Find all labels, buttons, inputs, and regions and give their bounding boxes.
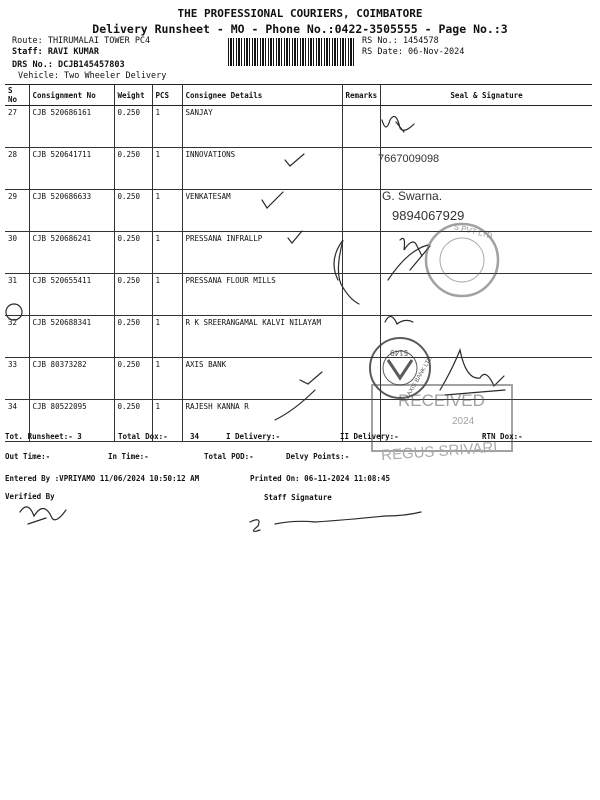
tot-runsheet: Tot. Runsheet:- 3	[5, 432, 82, 441]
verified-signature	[20, 507, 66, 524]
col-pcs: PCS	[152, 85, 182, 106]
row-remarks	[342, 190, 381, 232]
col-sno: S No	[5, 85, 29, 106]
row-weight: 0.250	[114, 316, 152, 358]
col-seal-signature: Seal & Signature	[381, 85, 592, 106]
row-consignment: CJB 80373282	[29, 358, 114, 400]
handwritten-phone-row28: 7667009098	[378, 153, 440, 165]
row-sno: 31	[5, 274, 29, 316]
row-consignment: CJB 520688341	[29, 316, 114, 358]
vehicle-label: Vehicle: Two Wheeler Delivery	[18, 71, 167, 81]
route-label: Route: THIRUMALAI TOWER PC4	[12, 36, 151, 46]
row-pcs: 1	[152, 190, 182, 232]
row-pcs: 1	[152, 232, 182, 274]
svg-text:REGUS SRIVARI: REGUS SRIVARI	[380, 439, 498, 465]
row-pcs: 1	[152, 106, 182, 148]
i-delivery: I Delivery:-	[226, 432, 281, 441]
row-consignment: CJB 80522095	[29, 400, 114, 442]
row-sno: 29	[5, 190, 29, 232]
table-row	[5, 232, 592, 274]
row-consignment: CJB 520655411	[29, 274, 114, 316]
row-weight: 0.250	[114, 190, 152, 232]
row-pcs: 1	[152, 400, 182, 442]
handwritten-name-row29: G. Swarna.	[382, 189, 443, 203]
row-signature	[381, 232, 592, 274]
printed-on: Printed On: 06-11-2024 11:08:45	[250, 474, 390, 483]
table-header-row	[5, 85, 592, 106]
row-signature	[381, 148, 592, 190]
svg-text:2024: 2024	[452, 416, 475, 427]
row-weight: 0.250	[114, 274, 152, 316]
row-remarks	[342, 232, 381, 274]
row-signature	[381, 316, 592, 358]
row-consignee: AXIS BANK	[182, 358, 342, 400]
row-weight: 0.250	[114, 358, 152, 400]
staff-signature-label: Staff Signature	[264, 493, 332, 502]
in-time: In Time:-	[108, 452, 149, 461]
row-pcs: 1	[152, 148, 182, 190]
row-consignee: RAJESH KANNA R	[182, 400, 342, 442]
verified-by-label: Verified By	[5, 492, 55, 501]
row-consignee: PRESSANA INFRALLP	[182, 232, 342, 274]
row-sno: 33	[5, 358, 29, 400]
table-row	[5, 190, 592, 232]
row-consignee: R K SREERANGAMAL KALVI NILAYAM	[182, 316, 342, 358]
company-name: THE PROFESSIONAL COURIERS, COIMBATORE	[177, 7, 423, 20]
runsheet-subtitle: Delivery Runsheet - MO - Phone No.:0422-3505555 - Page No.:3	[92, 22, 508, 36]
row-remarks	[342, 358, 381, 400]
row-sno: 34	[5, 400, 29, 442]
col-consignee: Consignee Details	[182, 85, 342, 106]
row-remarks	[342, 274, 381, 316]
row-signature	[381, 190, 592, 232]
handwritten-phone-row29: 9894067929	[392, 208, 465, 223]
row-sno: 27	[5, 106, 29, 148]
table-row	[5, 148, 592, 190]
svg-text:5149: 5149	[390, 348, 408, 357]
table-row	[5, 274, 592, 316]
row-consignee: SANJAY	[182, 106, 342, 148]
ii-delivery: II Delivery:-	[340, 432, 399, 441]
row-consignee: PRESSANA FLOUR MILLS	[182, 274, 342, 316]
row-consignee: INNOVATIONS	[182, 148, 342, 190]
col-remarks: Remarks	[342, 85, 381, 106]
svg-text:RECEIVED: RECEIVED	[398, 391, 485, 410]
row-weight: 0.250	[114, 232, 152, 274]
table-row	[5, 316, 592, 358]
staff-signature-mark	[250, 512, 421, 531]
row-remarks	[342, 106, 381, 148]
runsheet-table	[5, 84, 592, 442]
rtn-dox: RTN Dox:-	[482, 432, 523, 441]
out-time: Out Time:-	[5, 452, 51, 461]
table-row	[5, 358, 592, 400]
row-remarks	[342, 316, 381, 358]
entered-by: Entered By :VPRIYAMO 11/06/2024 10:50:12 AM	[5, 474, 200, 483]
row-signature	[381, 358, 592, 400]
row-pcs: 1	[152, 274, 182, 316]
barcode	[228, 38, 356, 66]
row-consignment: CJB 520686633	[29, 190, 114, 232]
table-row	[5, 106, 592, 148]
svg-text:S PVT LTD: S PVT LTD	[452, 222, 494, 241]
row-pcs: 1	[152, 316, 182, 358]
rs-number: RS No.: 1454578	[362, 36, 439, 46]
col-consignment: Consignment No	[29, 85, 114, 106]
staff-label: Staff: RAVI KUMAR	[12, 47, 99, 57]
row-sno: 30	[5, 232, 29, 274]
svg-text:AXIS BANK LTD: AXIS BANK LTD	[406, 355, 434, 397]
row-consignment: CJB 520686161	[29, 106, 114, 148]
drs-label: DRS No.: DCJB145457803	[12, 60, 125, 70]
delvy-points: Delvy Points:-	[286, 452, 350, 461]
row-weight: 0.250	[114, 148, 152, 190]
row-consignee: VENKATESAM	[182, 190, 342, 232]
total-pod: Total POD:-	[204, 452, 254, 461]
row-consignment: CJB 520686241	[29, 232, 114, 274]
row-remarks	[342, 148, 381, 190]
row-sno: 32	[5, 316, 29, 358]
row-weight: 0.250	[114, 106, 152, 148]
row-consignment: CJB 520641711	[29, 148, 114, 190]
total-dox-label: Total Dox:-	[118, 432, 168, 441]
total-dox-value: 34	[190, 432, 200, 441]
row-signature	[381, 106, 592, 148]
row-signature	[381, 274, 592, 316]
row-sno: 28	[5, 148, 29, 190]
col-weight: Weight	[114, 85, 152, 106]
row-pcs: 1	[152, 358, 182, 400]
rs-date: RS Date: 06-Nov-2024	[362, 47, 465, 57]
row-weight: 0.250	[114, 400, 152, 442]
